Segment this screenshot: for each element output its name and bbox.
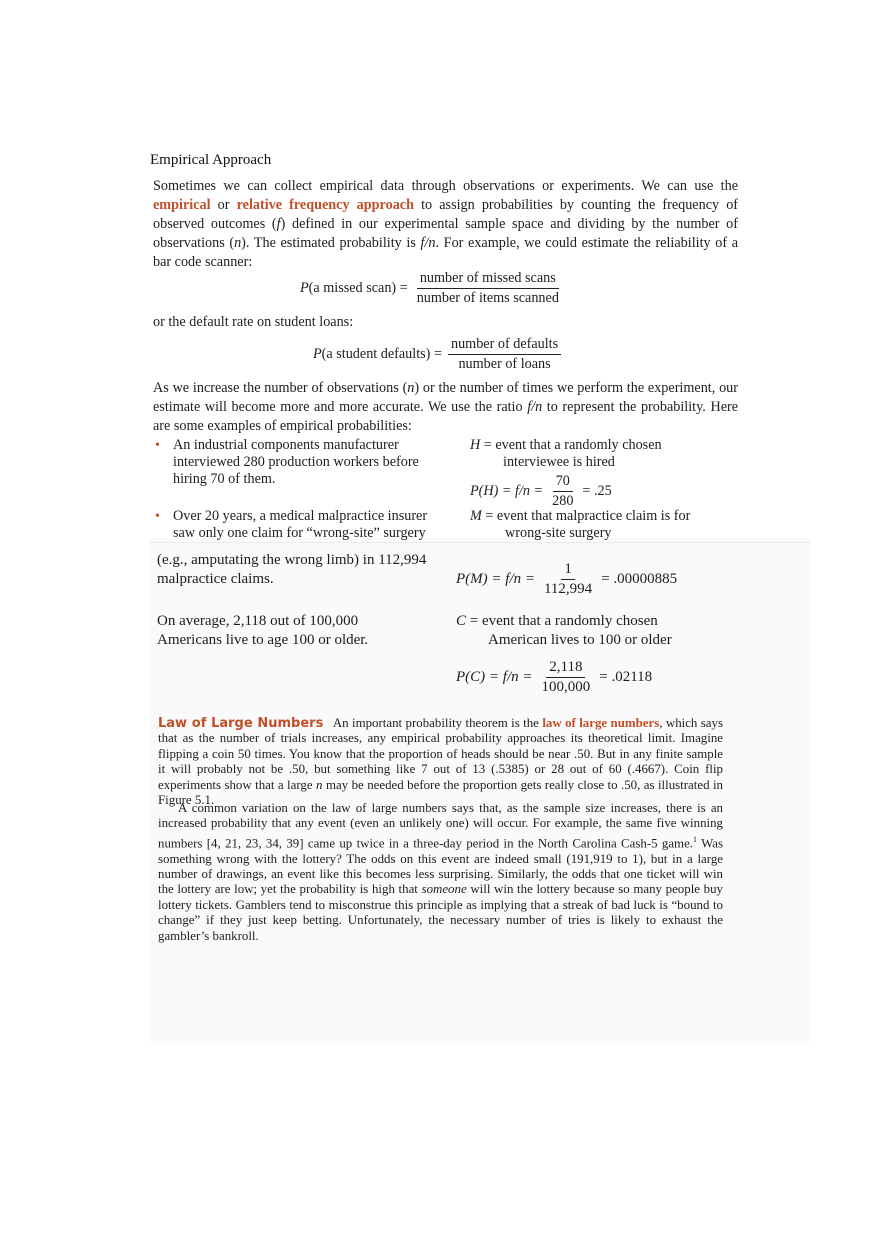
- equation-ph: [470, 473, 612, 510]
- def-h-var: H: [470, 437, 481, 453]
- eq1-lhs: (a missed scan) =: [308, 280, 408, 296]
- definition-m: [470, 508, 690, 542]
- pc-fraction: [539, 659, 594, 696]
- def-m-text2: wrong-site surgery: [505, 525, 612, 541]
- cont-line-2: malpractice claims.: [157, 571, 274, 587]
- law2-someone: someone: [421, 882, 467, 897]
- def-m-var: M: [470, 508, 482, 524]
- var-f: f: [276, 216, 281, 232]
- para2-var-fn: f/n: [527, 399, 543, 415]
- bullet-text: Over 20 years, a medical malpractice insurer saw only one claim for “wrong-site” surgery: [173, 508, 428, 541]
- cont-line-1: (e.g., amputating the wrong limb) in 112,994: [157, 552, 427, 568]
- intro-paragraph: [153, 177, 738, 272]
- ph-result: = .25: [582, 483, 612, 499]
- pm-result: = .00000885: [601, 571, 678, 587]
- eq1-denominator: number of items scanned: [416, 290, 559, 306]
- eq2-denominator: number of loans: [458, 356, 551, 372]
- section-heading: Empirical Approach: [150, 152, 272, 168]
- intro-text-5: . For example, we could estimate the reliability of a bar code scanner:: [153, 235, 738, 270]
- var-fn: f/n: [420, 235, 436, 251]
- equation-pc: [456, 659, 652, 696]
- bullet-dot: •: [155, 438, 160, 453]
- term-relative-frequency: relative frequency approach: [236, 197, 414, 213]
- bullet-item-malpractice: [155, 508, 445, 542]
- intro-text-1: Sometimes we can collect empirical data through observations or experiments. We can use the: [153, 178, 738, 194]
- pm-denominator: 112,994: [543, 581, 593, 597]
- pc-denominator: 100,000: [541, 679, 591, 695]
- law-paragraph-2: [158, 801, 723, 944]
- intro-text-2: to assign probabilities by counting the frequency of observed outcomes (: [153, 197, 739, 232]
- pc-lhs: P(C) = f/n =: [456, 669, 533, 685]
- intro-text-3: ) defined in our experimental sample space and dividing by the number of observations (: [153, 216, 738, 251]
- eq2-fraction: [448, 336, 561, 373]
- bullet-dot: •: [155, 509, 160, 524]
- def-c-text: = event that a randomly chosen: [469, 613, 658, 629]
- term-empirical: empirical: [153, 197, 211, 213]
- def-h-text: = event that a randomly chosen: [483, 437, 662, 453]
- def-c-var: C: [456, 613, 467, 629]
- equation-pm: [456, 561, 677, 598]
- definition-h: [470, 437, 662, 471]
- malpractice-continuation: [157, 551, 426, 589]
- law2-text-c: will win the lottery because so many people buy lottery tickets. Gamblers tend to misconstrue this principle as implying that a streak of bad luck is “bound to change” if they just keep betting. Unfortunately, the necessary number of tries is likely to exhaust the gambler’s bankroll.: [158, 882, 723, 943]
- observations-paragraph: [153, 379, 738, 436]
- pm-numerator: 1: [561, 561, 575, 580]
- term-law-of-large-numbers: law of large numbers: [542, 716, 660, 730]
- definition-c: [456, 612, 672, 650]
- ph-denominator: 280: [552, 493, 574, 509]
- eq2-lhs: (a student defaults) =: [321, 346, 442, 362]
- ph-lhs: P(H) = f/n =: [470, 483, 544, 499]
- para2-text-2: ) or the number of times we perform the experiment, our estimate will become more and more accurate. We use the ratio: [153, 380, 738, 415]
- law2-text-a: A common variation on the law of large numbers says that, as the sample size increases, there is an increased probability that any event (even an unlikely one) will occur. For example, the same five winning numbers [4, 21, 23, 34, 39] came up twice in a three-day period in the North Carolina Cash-5 game.: [158, 801, 723, 851]
- para2-var-n: n: [407, 380, 415, 396]
- eq1-p: P: [300, 280, 309, 296]
- avg-line-2: Americans live to age 100 or older.: [157, 632, 369, 648]
- law-text-1: An important probability theorem is the: [332, 716, 539, 730]
- pm-lhs: P(M) = f/n =: [456, 571, 535, 587]
- bullet-text: An industrial components manufacturer interviewed 280 production workers before hiring 70 of them.: [173, 437, 419, 487]
- para2-text-1: As we increase the number of observations (: [153, 380, 408, 396]
- para2-text-3: to represent the probability. Here are some examples of empirical probabilities:: [153, 399, 739, 434]
- equation-missed-scan: [300, 270, 568, 307]
- eq2-p: P: [313, 346, 322, 362]
- eq1-numerator: number of missed scans: [417, 270, 559, 289]
- intro-text-4: ). The estimated probability is: [241, 235, 416, 251]
- footnote-marker: 1: [693, 834, 698, 844]
- law2-text-b: Was something wrong with the lottery? The odds on this event are indeed small (191,919 to 1), but in a large number of drawings, an event like this becomes less surprising. Similarly, the odds that one ticket will win the lottery are low; yet the probability is high that: [158, 836, 724, 897]
- bullet-item-manufacturer: [155, 437, 445, 488]
- eq2-numerator: number of defaults: [448, 336, 561, 355]
- page-divider: [150, 542, 810, 543]
- pc-result: = .02118: [599, 669, 653, 685]
- def-m-text: = event that malpractice claim is for: [485, 508, 691, 524]
- pc-numerator: 2,118: [546, 659, 585, 678]
- def-h-text2: interviewee is hired: [503, 454, 615, 470]
- avg-line-1: On average, 2,118 out of 100,000: [157, 613, 359, 629]
- law-text-2: , which says that as the number of trials increases, any empirical probability approaches its theoretical limit. Imagine flipping a coin 50 times. You know that the proportion of heads should be near .50. But in any finite sample it will probably not be .50, but something like 7 out of 13 (.5385) or 28 out of 60 (.4667). Coin flip experiments show that a large: [158, 716, 723, 792]
- pm-fraction: [541, 561, 595, 598]
- law-paragraph-1: [158, 716, 723, 808]
- ph-fraction: [549, 473, 576, 510]
- var-n: n: [234, 235, 242, 251]
- or-text: or the default rate on student loans:: [153, 314, 354, 330]
- ph-numerator: 70: [553, 473, 573, 492]
- intro-or: or: [217, 197, 230, 213]
- eq1-fraction: [414, 270, 562, 307]
- average-text: [157, 612, 368, 650]
- def-c-text2: American lives to 100 or older: [488, 632, 672, 648]
- law-heading: Law of Large Numbers: [158, 716, 324, 731]
- law-text-3: may be needed before the proportion gets really close to .50, as illustrated in Figure 5.1.: [158, 777, 723, 808]
- equation-student-defaults: [313, 336, 567, 373]
- law-var-n: n: [316, 777, 323, 792]
